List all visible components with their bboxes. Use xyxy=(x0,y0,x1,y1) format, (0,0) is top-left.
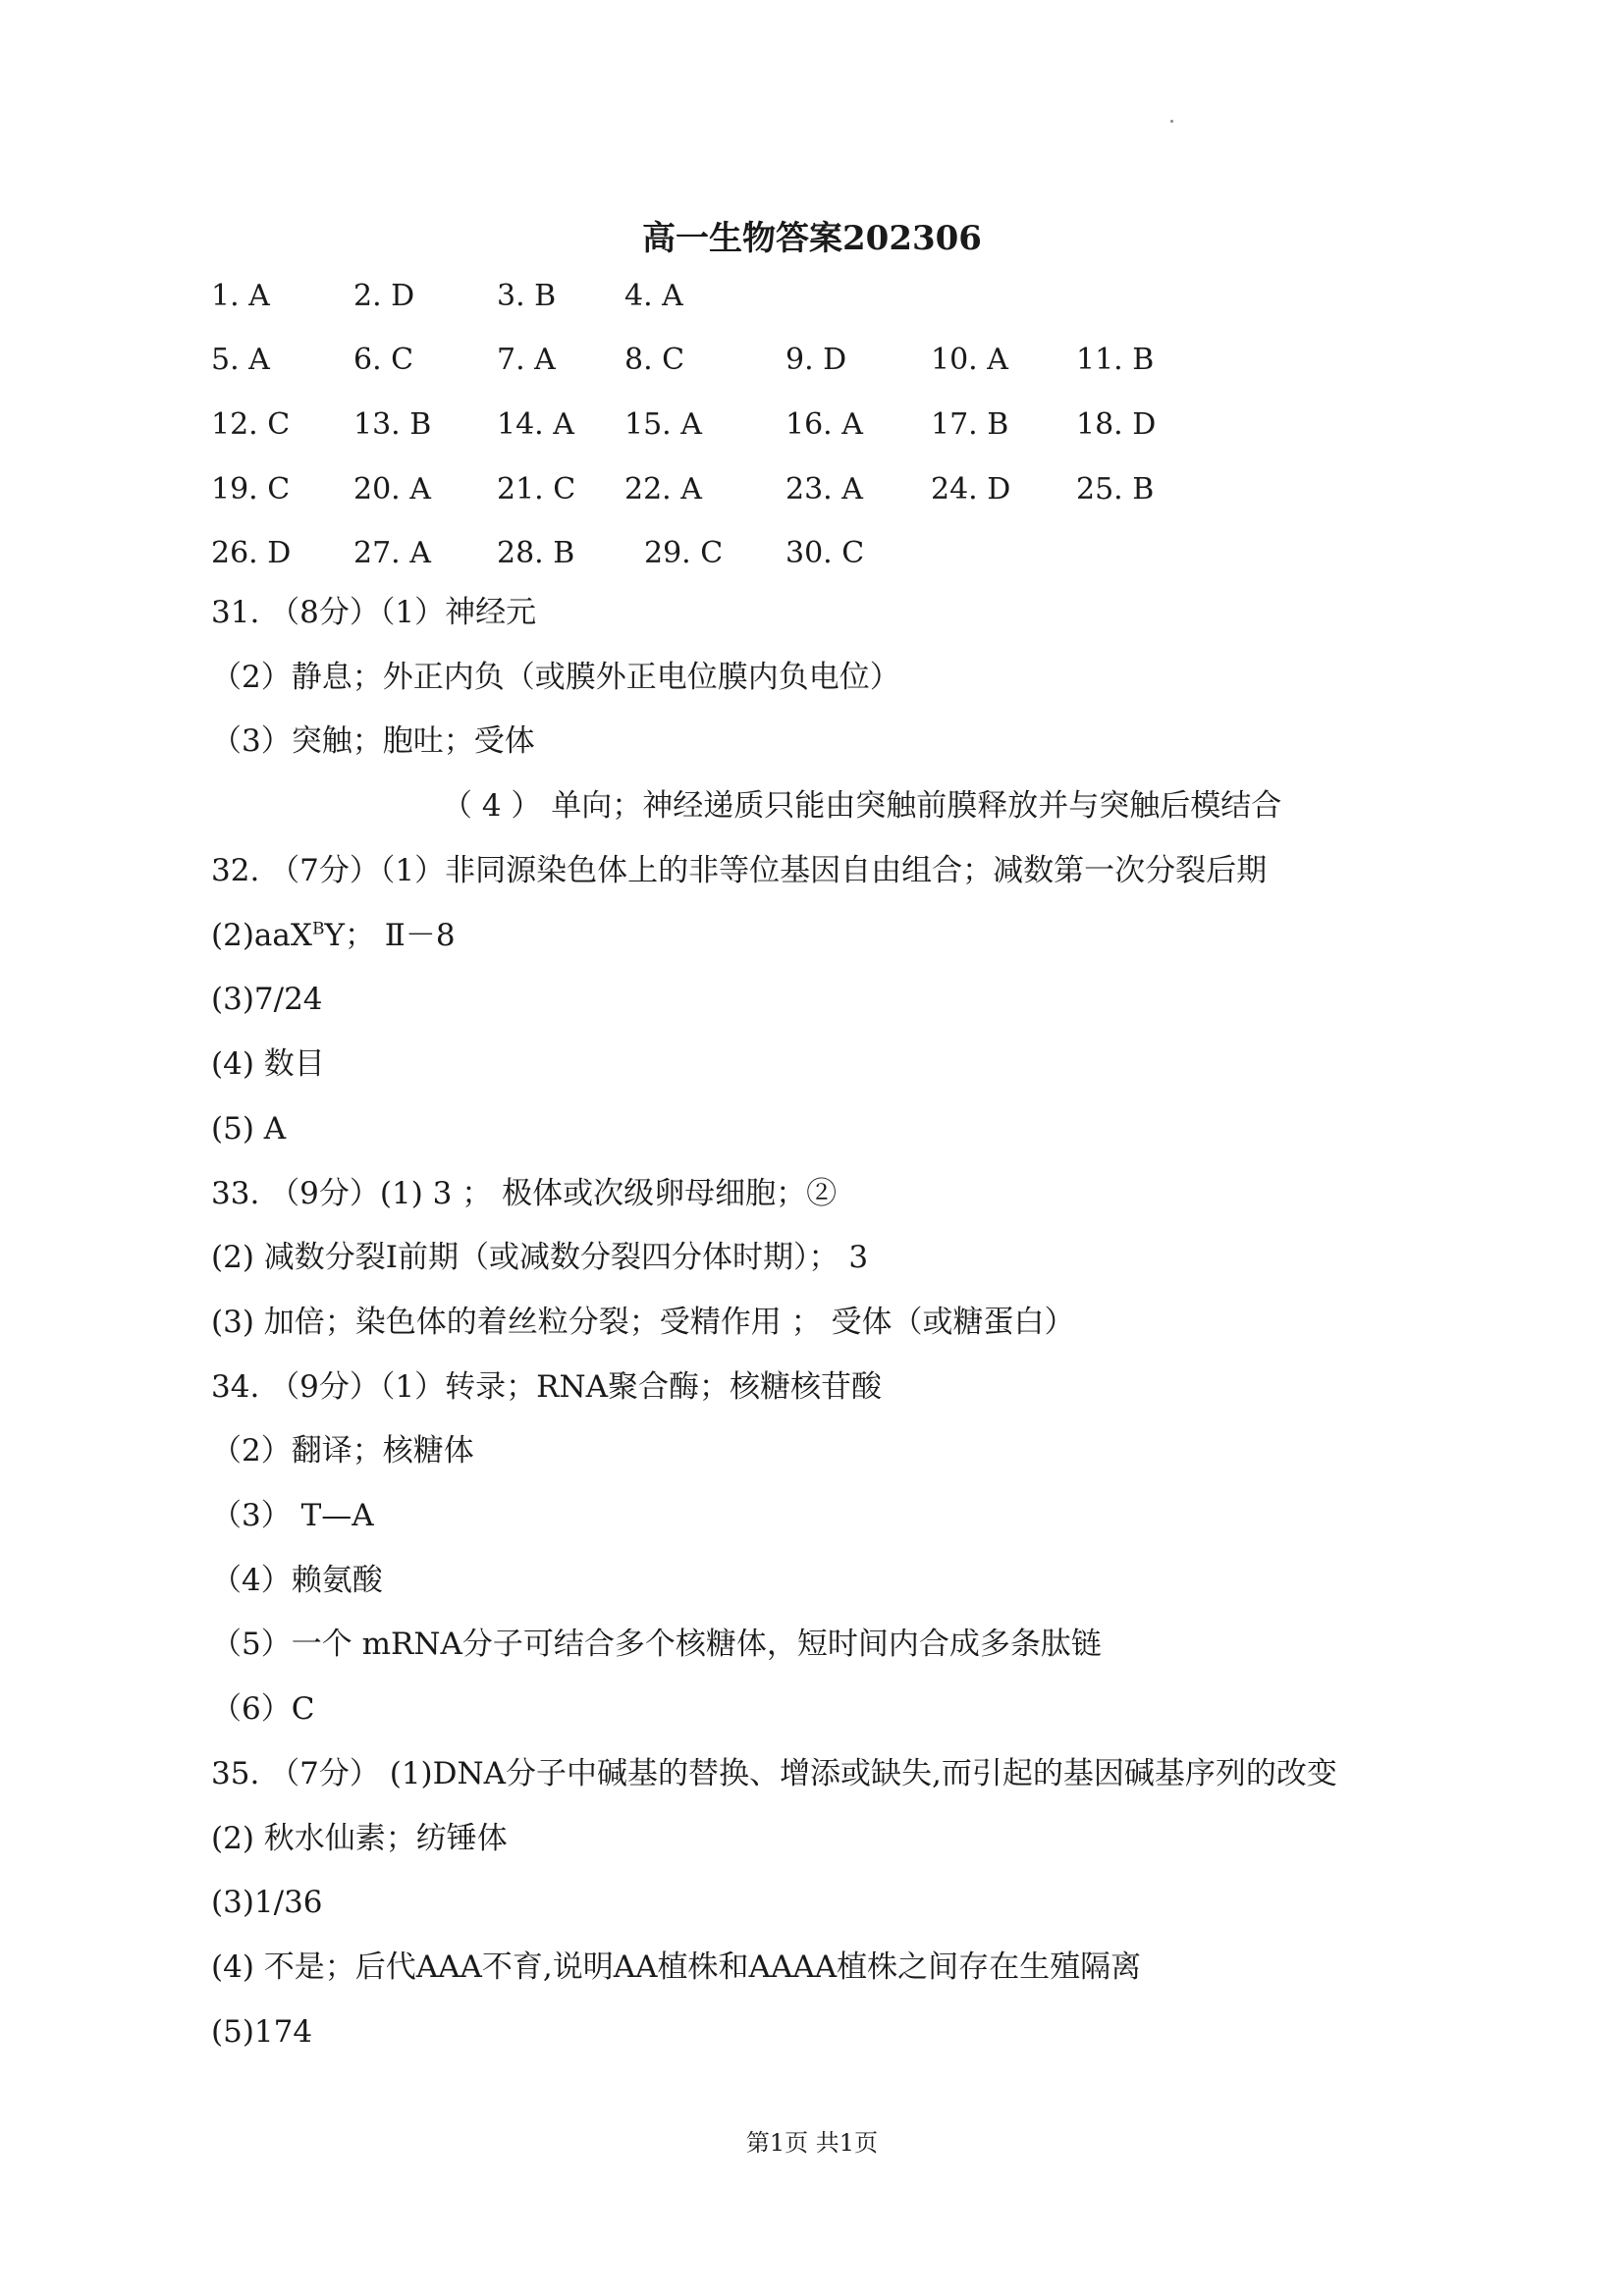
answer-34-6: （6）C xyxy=(211,1691,315,1727)
mc-answer: 14. A xyxy=(497,407,574,442)
mc-answer: 30. C xyxy=(785,536,865,570)
answer-34-1: 34. （9分）（1）转录；RNA聚合酶；核糖核苷酸 xyxy=(211,1369,882,1405)
mc-answer: 1. A xyxy=(211,279,270,313)
page-title: 高一生物答案202306 xyxy=(642,219,982,258)
mc-answer: 10. A xyxy=(931,343,1008,377)
mc-answer: 6. C xyxy=(353,343,414,377)
mc-answer: 19. C xyxy=(211,472,291,507)
mc-answer: 13. B xyxy=(353,407,432,442)
mc-answer: 3. B xyxy=(497,279,557,313)
mc-answer: 7. A xyxy=(497,343,556,377)
answer-32-3: (3)7/24 xyxy=(211,982,323,1017)
mc-answer: 21. C xyxy=(497,472,576,507)
mc-answer: 16. A xyxy=(785,407,863,442)
mc-answer: 17. B xyxy=(931,407,1009,442)
answer-34-4: （4）赖氨酸 xyxy=(211,1563,383,1598)
answer-33-2: (2) 减数分裂Ⅰ前期（或减数分裂四分体时期）； 3 xyxy=(211,1240,869,1275)
mc-answer: 11. B xyxy=(1076,343,1155,377)
answer-31-3: （3）突触；胞吐；受体 xyxy=(211,723,535,759)
mc-answer: 15. A xyxy=(624,407,702,442)
answer-32-5: (5) A xyxy=(211,1111,287,1147)
answer-32-4: (4) 数目 xyxy=(211,1046,325,1082)
mc-answer: 25. B xyxy=(1076,472,1155,507)
answer-33-3: (3) 加倍；染色体的着丝粒分裂；受精作用 ； 受体（或糖蛋白） xyxy=(211,1305,1075,1340)
answer-34-2: （2）翻译；核糖体 xyxy=(211,1433,474,1468)
mc-answer: 4. A xyxy=(624,279,683,313)
answer-34-5: （5）一个 mRNA分子可结合多个核糖体，短时间内合成多条肽链 xyxy=(211,1627,1102,1662)
mc-answer: 20. A xyxy=(353,472,431,507)
scan-speck xyxy=(1170,120,1173,123)
answer-31-2: （2）静息；外正内负（或膜外正电位膜内负电位） xyxy=(211,660,900,695)
answer-34-3: （3） T—A xyxy=(211,1498,374,1533)
answer-35-5: (5)174 xyxy=(211,2014,313,2050)
mc-answer: 12. C xyxy=(211,407,291,442)
answer-33-1: 33. （9分）(1) 3 ； 极体或次级卵母细胞；② xyxy=(211,1176,838,1211)
answer-32-1: 32. （7分）（1）非同源染色体上的非等位基因自由组合；减数第一次分裂后期 xyxy=(211,853,1268,888)
answer-32-2-superscript: B xyxy=(311,919,325,939)
page-footer: 第1页 共1页 xyxy=(745,2129,879,2157)
answer-35-1: 35. （7分） (1)DNA分子中碱基的替换、增添或缺失,而引起的基因碱基序列的改变 xyxy=(211,1756,1337,1791)
mc-answer: 22. A xyxy=(624,472,702,507)
mc-answer: 18. D xyxy=(1076,407,1157,442)
mc-answer: 24. D xyxy=(931,472,1011,507)
answer-35-3: (3)1/36 xyxy=(211,1885,323,1920)
mc-answer: 29. C xyxy=(644,536,724,570)
mc-answer: 8. C xyxy=(624,343,685,377)
mc-answer: 9. D xyxy=(785,343,847,377)
answer-31-4: （ 4 ） 单向；神经递质只能由突触前膜释放并与突触后模结合 xyxy=(442,788,1282,824)
mc-answer: 2. D xyxy=(353,279,415,313)
mc-answer: 28. B xyxy=(497,536,575,570)
answer-35-2: (2) 秋水仙素；纺锤体 xyxy=(211,1821,508,1856)
answer-31-1: 31. （8分）（1）神经元 xyxy=(211,595,537,630)
mc-answer: 26. D xyxy=(211,536,292,570)
mc-answer: 5. A xyxy=(211,343,270,377)
answer-32-2 xyxy=(211,916,456,955)
mc-answer: 27. A xyxy=(353,536,431,570)
mc-answer: 23. A xyxy=(785,472,863,507)
answer-32-2-suffix: Y； Ⅱ－8 xyxy=(324,918,456,953)
answer-35-4: (4) 不是；后代AAA不育,说明AA植株和AAAA植株之间存在生殖隔离 xyxy=(211,1949,1142,1985)
answer-32-2-prefix: (2)aaX xyxy=(211,918,312,953)
